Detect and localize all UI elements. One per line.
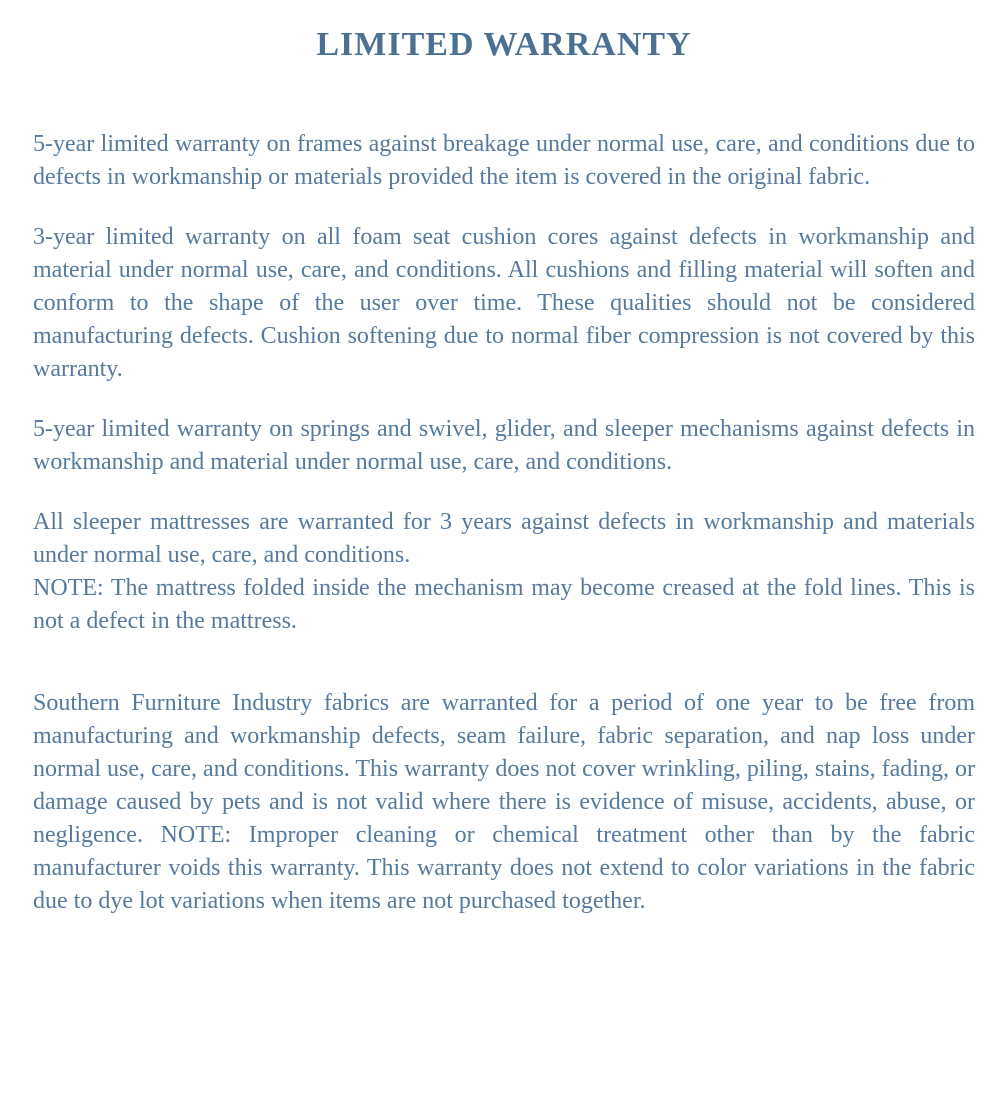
paragraph-frames-warranty: 5-year limited warranty on frames against breakage under normal use, care, and conditions due to defects in workmanship or materials provided the item is covered in the original fabric. xyxy=(33,131,975,190)
paragraph-fabric-warranty: Southern Furniture Industry fabrics are warranted for a period of one year to be free from manufacturing and workmanship defects, seam failure, fabric separation, and nap loss under normal use, care, and conditions. This warranty does not cover wrinkling, piling, stains, fading, or damage caused by pets and is not valid where there is evidence of misuse, accidents, abuse, or negligence. NOTE: Improper cleaning or chemical treatment other than by the fabric manufacturer voids this warranty. This warranty does not extend to color variations in the fabric due to dye lot variations when items are not purchased together. xyxy=(33,690,975,914)
paragraph-springs-mechanisms-warranty: 5-year limited warranty on springs and swivel, glider, and sleeper mechanisms against defects in workmanship and material under normal use, care, and conditions. xyxy=(33,416,975,475)
sleeper-mattress-warranty-text: All sleeper mattresses are warranted for 3 years against defects in workmanship and materials under normal use, care, and conditions. xyxy=(33,509,975,568)
paragraph-foam-cushion-warranty: 3-year limited warranty on all foam seat cushion cores against defects in workmanship and material under normal use, care, and conditions. All cushions and filling material will soften and conform to the shape of the user over time. These qualities should not be considered manufacturing defects. Cushion softening due to normal fiber compression is not covered by this warranty. xyxy=(33,224,975,382)
page-title: LIMITED WARRANTY xyxy=(316,26,692,63)
paragraph-sleeper-mattress-warranty xyxy=(33,506,975,638)
sleeper-mattress-warranty-note: NOTE: The mattress folded inside the mechanism may become creased at the fold lines. This is not a defect in the mattress. xyxy=(33,575,975,634)
